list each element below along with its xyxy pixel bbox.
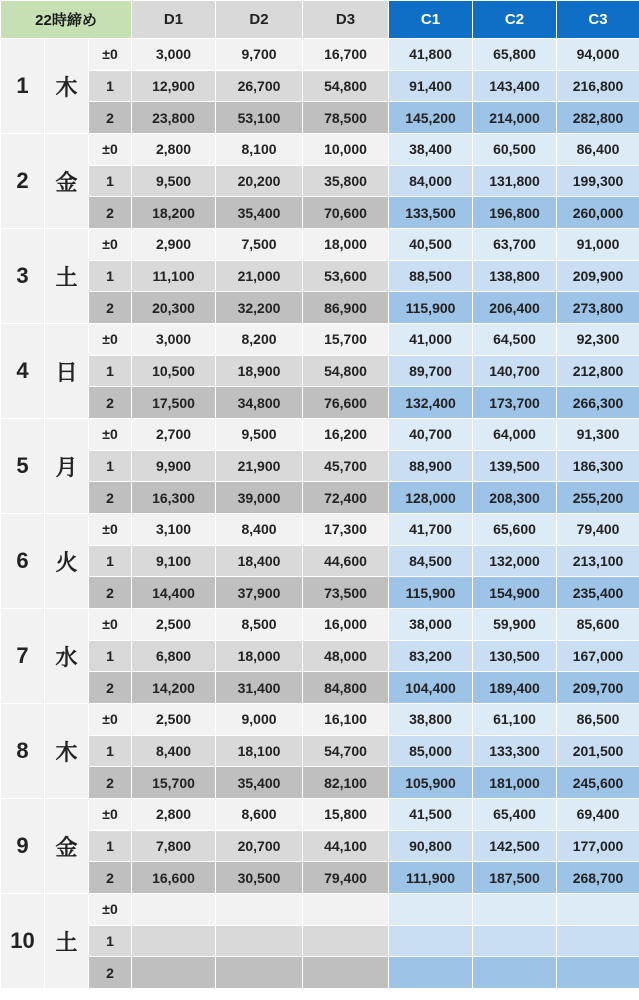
- value-cell: [557, 925, 639, 957]
- level-label: 2: [89, 862, 132, 894]
- value-cell: 86,500: [557, 704, 639, 736]
- value-cell: 76,600: [303, 387, 389, 419]
- value-cell: 35,800: [303, 165, 389, 197]
- value-cell: 105,900: [389, 767, 473, 799]
- value-cell: 6,800: [132, 640, 216, 672]
- value-cell: 8,100: [216, 134, 303, 166]
- level-label: 2: [89, 482, 132, 514]
- value-cell: 20,700: [216, 830, 303, 862]
- value-cell: 54,700: [303, 735, 389, 767]
- value-cell: 53,100: [216, 102, 303, 134]
- level-label: 2: [89, 387, 132, 419]
- value-cell: 173,700: [473, 387, 557, 419]
- value-cell: 88,900: [389, 450, 473, 482]
- value-cell: 18,200: [132, 197, 216, 229]
- value-cell: [473, 957, 557, 989]
- weekday: 土: [45, 229, 89, 324]
- value-cell: 255,200: [557, 482, 639, 514]
- value-cell: 8,400: [216, 514, 303, 546]
- level-label: 1: [89, 925, 132, 957]
- table-row: [1, 799, 639, 831]
- value-cell: 30,500: [216, 862, 303, 894]
- header-c3: C3: [557, 1, 639, 39]
- value-cell: 91,000: [557, 229, 639, 261]
- value-cell: 88,500: [389, 260, 473, 292]
- value-cell: 208,300: [473, 482, 557, 514]
- value-cell: 79,400: [303, 862, 389, 894]
- value-cell: 92,300: [557, 324, 639, 356]
- value-cell: [216, 957, 303, 989]
- value-cell: [303, 894, 389, 926]
- level-label: 2: [89, 102, 132, 134]
- table-row: [1, 70, 639, 102]
- value-cell: 64,500: [473, 324, 557, 356]
- value-cell: 16,000: [303, 609, 389, 641]
- value-cell: 38,800: [389, 704, 473, 736]
- value-cell: 133,500: [389, 197, 473, 229]
- value-cell: 85,000: [389, 735, 473, 767]
- value-cell: 38,000: [389, 609, 473, 641]
- value-cell: 9,700: [216, 39, 303, 71]
- value-cell: 20,300: [132, 292, 216, 324]
- value-cell: 41,700: [389, 514, 473, 546]
- value-cell: 35,400: [216, 197, 303, 229]
- day-number: 8: [1, 704, 45, 799]
- value-cell: 35,400: [216, 767, 303, 799]
- value-cell: 128,000: [389, 482, 473, 514]
- value-cell: 65,600: [473, 514, 557, 546]
- value-cell: 140,700: [473, 355, 557, 387]
- value-cell: [389, 957, 473, 989]
- value-cell: 18,000: [216, 640, 303, 672]
- table-row: [1, 735, 639, 767]
- weekday: 木: [45, 39, 89, 134]
- value-cell: [473, 925, 557, 957]
- value-cell: 130,500: [473, 640, 557, 672]
- table-row: [1, 925, 639, 957]
- value-cell: 83,200: [389, 640, 473, 672]
- table-row: [1, 229, 639, 261]
- table-row: [1, 894, 639, 926]
- value-cell: 145,200: [389, 102, 473, 134]
- table-row: [1, 862, 639, 894]
- value-cell: 209,700: [557, 672, 639, 704]
- weekday: 金: [45, 134, 89, 229]
- value-cell: 18,400: [216, 545, 303, 577]
- value-cell: 65,400: [473, 799, 557, 831]
- table-row: [1, 387, 639, 419]
- value-cell: 186,300: [557, 450, 639, 482]
- table-row: [1, 292, 639, 324]
- value-cell: 32,200: [216, 292, 303, 324]
- header-d2: D2: [216, 1, 303, 39]
- weekday: 土: [45, 894, 89, 989]
- value-cell: 273,800: [557, 292, 639, 324]
- value-cell: 91,300: [557, 419, 639, 451]
- value-cell: 167,000: [557, 640, 639, 672]
- level-label: ±0: [89, 134, 132, 166]
- weekday: 月: [45, 419, 89, 514]
- value-cell: 54,800: [303, 355, 389, 387]
- value-cell: [557, 894, 639, 926]
- table-row: [1, 419, 639, 451]
- value-cell: 7,500: [216, 229, 303, 261]
- value-cell: 37,900: [216, 577, 303, 609]
- value-cell: 59,900: [473, 609, 557, 641]
- level-label: 1: [89, 830, 132, 862]
- header-row: [1, 1, 639, 39]
- level-label: 2: [89, 957, 132, 989]
- value-cell: 132,000: [473, 545, 557, 577]
- value-cell: 199,300: [557, 165, 639, 197]
- value-cell: [216, 894, 303, 926]
- level-label: ±0: [89, 704, 132, 736]
- value-cell: 14,400: [132, 577, 216, 609]
- weekday: 金: [45, 799, 89, 894]
- value-cell: 21,000: [216, 260, 303, 292]
- level-label: 1: [89, 545, 132, 577]
- weekday: 火: [45, 514, 89, 609]
- value-cell: 45,700: [303, 450, 389, 482]
- value-cell: 104,400: [389, 672, 473, 704]
- value-cell: 9,500: [216, 419, 303, 451]
- value-cell: 69,400: [557, 799, 639, 831]
- weekday: 木: [45, 704, 89, 799]
- level-label: ±0: [89, 609, 132, 641]
- value-cell: 90,800: [389, 830, 473, 862]
- table-row: [1, 39, 639, 71]
- level-label: ±0: [89, 894, 132, 926]
- level-label: 2: [89, 577, 132, 609]
- value-cell: 15,700: [303, 324, 389, 356]
- value-cell: 86,900: [303, 292, 389, 324]
- value-cell: 154,900: [473, 577, 557, 609]
- level-label: 2: [89, 767, 132, 799]
- day-number: 1: [1, 39, 45, 134]
- value-cell: 201,500: [557, 735, 639, 767]
- value-cell: 10,500: [132, 355, 216, 387]
- weekday: 日: [45, 324, 89, 419]
- value-cell: 18,900: [216, 355, 303, 387]
- value-cell: 84,000: [389, 165, 473, 197]
- value-cell: [557, 957, 639, 989]
- value-cell: 94,000: [557, 39, 639, 71]
- table-row: [1, 134, 639, 166]
- value-cell: 2,500: [132, 609, 216, 641]
- value-cell: 82,100: [303, 767, 389, 799]
- value-cell: 2,800: [132, 799, 216, 831]
- value-cell: 131,800: [473, 165, 557, 197]
- table-row: [1, 957, 639, 989]
- value-cell: 84,800: [303, 672, 389, 704]
- value-cell: 8,200: [216, 324, 303, 356]
- value-cell: 61,100: [473, 704, 557, 736]
- value-cell: 16,700: [303, 39, 389, 71]
- value-cell: 31,400: [216, 672, 303, 704]
- value-cell: [132, 894, 216, 926]
- table-row: [1, 260, 639, 292]
- table-row: [1, 355, 639, 387]
- value-cell: [389, 894, 473, 926]
- header-d1: D1: [132, 1, 216, 39]
- value-cell: 3,000: [132, 39, 216, 71]
- day-number: 5: [1, 419, 45, 514]
- value-cell: 9,500: [132, 165, 216, 197]
- value-cell: 143,400: [473, 70, 557, 102]
- level-label: ±0: [89, 514, 132, 546]
- day-number: 6: [1, 514, 45, 609]
- value-cell: 245,600: [557, 767, 639, 799]
- value-cell: 115,900: [389, 292, 473, 324]
- level-label: 1: [89, 735, 132, 767]
- value-cell: 187,500: [473, 862, 557, 894]
- table-row: [1, 482, 639, 514]
- value-cell: 268,700: [557, 862, 639, 894]
- level-label: 1: [89, 70, 132, 102]
- value-cell: 177,000: [557, 830, 639, 862]
- value-cell: 8,500: [216, 609, 303, 641]
- value-cell: 23,800: [132, 102, 216, 134]
- value-cell: 18,100: [216, 735, 303, 767]
- value-cell: 44,100: [303, 830, 389, 862]
- value-cell: [389, 925, 473, 957]
- value-cell: 206,400: [473, 292, 557, 324]
- value-cell: 84,500: [389, 545, 473, 577]
- value-cell: 65,800: [473, 39, 557, 71]
- value-cell: 2,900: [132, 229, 216, 261]
- value-cell: 213,100: [557, 545, 639, 577]
- value-cell: 2,800: [132, 134, 216, 166]
- day-number: 3: [1, 229, 45, 324]
- value-cell: 260,000: [557, 197, 639, 229]
- table-row: [1, 545, 639, 577]
- value-cell: 132,400: [389, 387, 473, 419]
- level-label: 1: [89, 355, 132, 387]
- value-cell: [132, 925, 216, 957]
- value-cell: 15,700: [132, 767, 216, 799]
- day-number: 2: [1, 134, 45, 229]
- value-cell: 2,500: [132, 704, 216, 736]
- value-cell: 70,600: [303, 197, 389, 229]
- value-cell: 3,100: [132, 514, 216, 546]
- value-cell: 17,500: [132, 387, 216, 419]
- table-row: [1, 450, 639, 482]
- day-number: 4: [1, 324, 45, 419]
- level-label: 2: [89, 292, 132, 324]
- table-row: [1, 165, 639, 197]
- value-cell: 139,500: [473, 450, 557, 482]
- value-cell: 54,800: [303, 70, 389, 102]
- value-cell: 86,400: [557, 134, 639, 166]
- value-cell: 138,800: [473, 260, 557, 292]
- level-label: ±0: [89, 39, 132, 71]
- level-label: ±0: [89, 229, 132, 261]
- value-cell: [132, 957, 216, 989]
- table-row: [1, 672, 639, 704]
- table-body: [1, 39, 639, 989]
- value-cell: 181,000: [473, 767, 557, 799]
- level-label: 1: [89, 640, 132, 672]
- value-cell: 41,500: [389, 799, 473, 831]
- value-cell: 282,800: [557, 102, 639, 134]
- value-cell: 16,600: [132, 862, 216, 894]
- value-cell: 8,400: [132, 735, 216, 767]
- value-cell: 63,700: [473, 229, 557, 261]
- value-cell: 3,000: [132, 324, 216, 356]
- value-cell: 189,400: [473, 672, 557, 704]
- value-cell: 196,800: [473, 197, 557, 229]
- value-cell: 214,000: [473, 102, 557, 134]
- table-row: [1, 197, 639, 229]
- value-cell: [216, 925, 303, 957]
- value-cell: 26,700: [216, 70, 303, 102]
- level-label: ±0: [89, 799, 132, 831]
- level-label: 2: [89, 197, 132, 229]
- value-cell: 16,300: [132, 482, 216, 514]
- table-row: [1, 830, 639, 862]
- value-cell: 38,400: [389, 134, 473, 166]
- value-cell: 11,100: [132, 260, 216, 292]
- table-row: [1, 514, 639, 546]
- value-cell: 89,700: [389, 355, 473, 387]
- value-cell: 21,900: [216, 450, 303, 482]
- level-label: 1: [89, 260, 132, 292]
- table-row: [1, 102, 639, 134]
- value-cell: 16,100: [303, 704, 389, 736]
- value-cell: 9,900: [132, 450, 216, 482]
- value-cell: 10,000: [303, 134, 389, 166]
- value-cell: 115,900: [389, 577, 473, 609]
- value-cell: 16,200: [303, 419, 389, 451]
- value-cell: 48,000: [303, 640, 389, 672]
- header-c1: C1: [389, 1, 473, 39]
- level-label: ±0: [89, 419, 132, 451]
- value-cell: 41,800: [389, 39, 473, 71]
- value-cell: 78,500: [303, 102, 389, 134]
- value-cell: 72,400: [303, 482, 389, 514]
- header-d3: D3: [303, 1, 389, 39]
- level-label: 2: [89, 672, 132, 704]
- day-number: 9: [1, 799, 45, 894]
- value-cell: 40,500: [389, 229, 473, 261]
- table-row: [1, 609, 639, 641]
- weekday: 水: [45, 609, 89, 704]
- value-cell: [303, 925, 389, 957]
- value-cell: 266,300: [557, 387, 639, 419]
- table-row: [1, 324, 639, 356]
- table-row: [1, 704, 639, 736]
- value-cell: 18,000: [303, 229, 389, 261]
- value-cell: 40,700: [389, 419, 473, 451]
- value-cell: 53,600: [303, 260, 389, 292]
- value-cell: 64,000: [473, 419, 557, 451]
- value-cell: 91,400: [389, 70, 473, 102]
- value-cell: 41,000: [389, 324, 473, 356]
- level-label: ±0: [89, 324, 132, 356]
- value-cell: 34,800: [216, 387, 303, 419]
- value-cell: 235,400: [557, 577, 639, 609]
- table-row: [1, 767, 639, 799]
- day-number: 10: [1, 894, 45, 989]
- value-cell: 142,500: [473, 830, 557, 862]
- table-row: [1, 577, 639, 609]
- value-cell: 212,800: [557, 355, 639, 387]
- value-cell: 9,000: [216, 704, 303, 736]
- header-c2: C2: [473, 1, 557, 39]
- value-cell: 14,200: [132, 672, 216, 704]
- header-corner: 22時締め: [1, 1, 132, 39]
- value-cell: 8,600: [216, 799, 303, 831]
- value-cell: 15,800: [303, 799, 389, 831]
- table-row: [1, 640, 639, 672]
- value-cell: 7,800: [132, 830, 216, 862]
- value-cell: 111,900: [389, 862, 473, 894]
- level-label: 1: [89, 450, 132, 482]
- value-cell: 85,600: [557, 609, 639, 641]
- value-cell: 73,500: [303, 577, 389, 609]
- value-cell: [303, 957, 389, 989]
- value-cell: 20,200: [216, 165, 303, 197]
- value-cell: 60,500: [473, 134, 557, 166]
- value-cell: 2,700: [132, 419, 216, 451]
- value-cell: 17,300: [303, 514, 389, 546]
- value-cell: 9,100: [132, 545, 216, 577]
- value-cell: 79,400: [557, 514, 639, 546]
- day-number: 7: [1, 609, 45, 704]
- value-cell: 133,300: [473, 735, 557, 767]
- value-cell: [473, 894, 557, 926]
- value-cell: 39,000: [216, 482, 303, 514]
- value-cell: 216,800: [557, 70, 639, 102]
- value-cell: 209,900: [557, 260, 639, 292]
- level-label: 1: [89, 165, 132, 197]
- value-cell: 44,600: [303, 545, 389, 577]
- value-cell: 12,900: [132, 70, 216, 102]
